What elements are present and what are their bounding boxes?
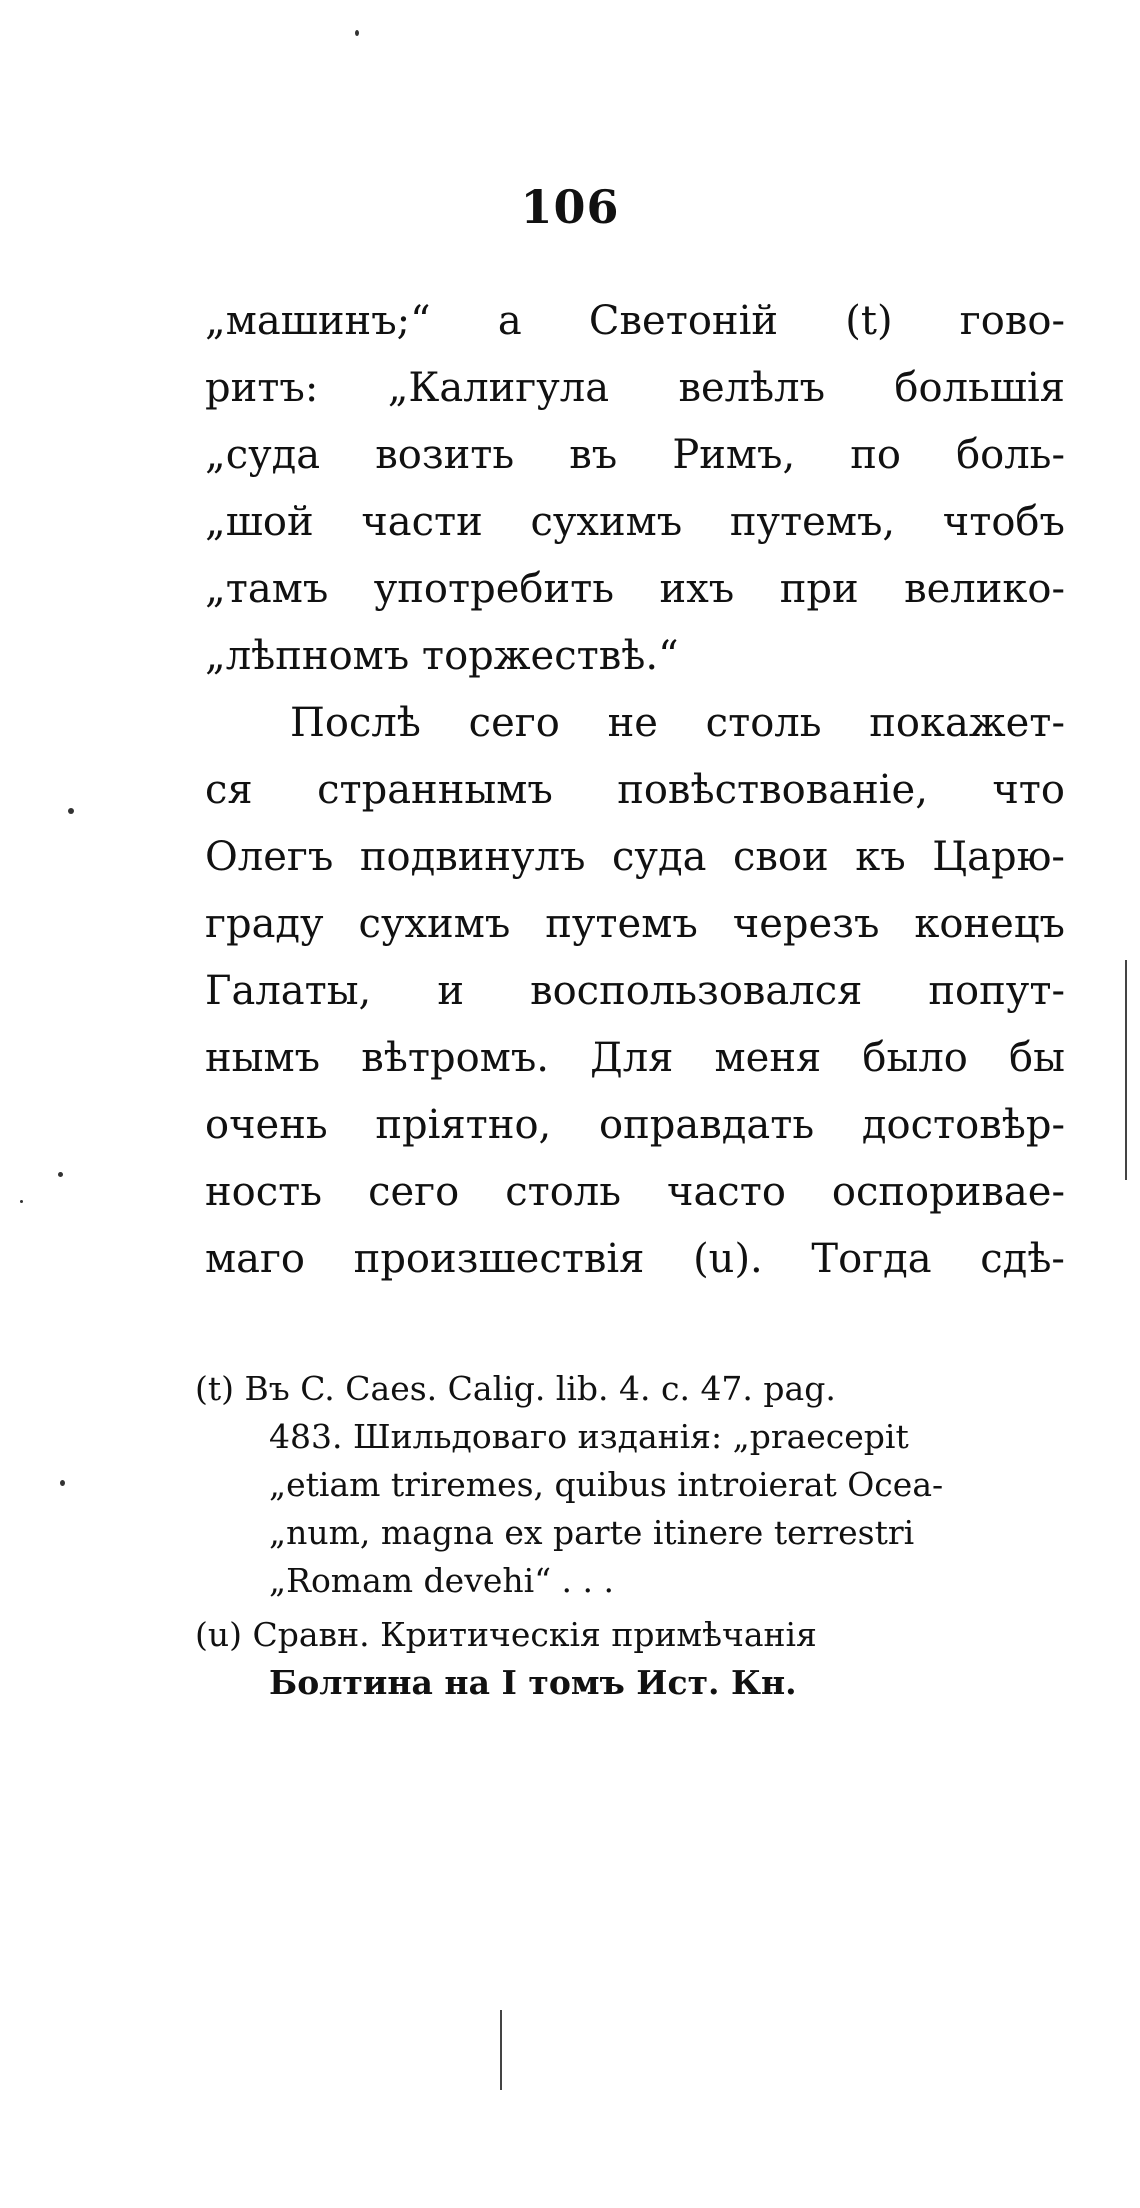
word: ритъ: [205,365,319,411]
word: попут- [928,968,1065,1014]
word: пріятно, [375,1102,552,1148]
word: „машинъ;“ [205,298,431,344]
text-line [205,489,1065,556]
word: Тогда [811,1236,932,1282]
word: чтобъ [942,499,1065,545]
word: (u). [693,1236,763,1282]
word: нымъ [205,1035,321,1081]
footnote-u-line: (u) Сравн. Критическія примѣчанія [195,1615,817,1654]
word: сухимъ [530,499,683,545]
word: ихъ [659,566,735,612]
word: возить [375,432,515,478]
text-line [205,891,1065,958]
word: „шой [205,499,314,545]
word: что [992,767,1065,813]
word: черезъ [732,901,880,947]
text-line [205,288,1065,355]
text-line [205,422,1065,489]
scan-mark [500,2010,502,2090]
word: велѣлъ [678,365,826,411]
word: подвинулъ [359,834,586,880]
word: покажет- [869,700,1065,746]
text-line [205,1226,1065,1293]
word: „тамъ [205,566,329,612]
word: Галаты, [205,968,372,1014]
word: ность [205,1169,323,1215]
word: употребить [373,566,615,612]
word: вѣтромъ. [361,1035,549,1081]
word: ся [205,767,253,813]
scan-mark [1125,960,1127,1180]
word: къ [855,834,906,880]
word: граду [205,901,324,947]
text-line [205,1025,1065,1092]
word: Светоній [588,298,779,344]
page-number: 106 [520,180,620,234]
footnote-t-line: „Romam devehi“ . . . [269,1561,615,1600]
scan-speck [58,1172,63,1177]
text-line [205,1159,1065,1226]
word: Римъ, [672,432,796,478]
word: большія [894,365,1065,411]
word: суда [612,834,707,880]
word: оправдать [599,1102,815,1148]
footnote-t-line: „etiam triremes, quibus introierat Ocea- [269,1465,944,1504]
word: путемъ [545,901,698,947]
word: Олегъ [205,834,334,880]
word: часто [667,1169,786,1215]
word: воспользовался [530,968,863,1014]
word: очень [205,1102,328,1148]
text-line [205,690,1065,757]
word: путемъ, [729,499,896,545]
footnote-u-line: Болтина на I томъ Ист. Кн. [269,1663,797,1702]
word: столь [705,700,822,746]
word: гово- [959,298,1065,344]
word: Для [590,1035,674,1081]
word: „суда [205,432,321,478]
word: сухимъ [358,901,511,947]
text-line [205,556,1065,623]
text-line: „лѣпномъ торжествѣ.“ [205,633,679,679]
word: велико- [904,566,1065,612]
main-text [205,288,1065,1293]
word: конецъ [914,901,1065,947]
word: а [497,298,522,344]
text-line [205,958,1065,1025]
word: части [361,499,483,545]
word: Послѣ [290,700,421,746]
scan-speck [68,808,74,814]
word: было [862,1035,968,1081]
scan-speck [20,1200,23,1203]
word: сдѣ- [980,1236,1065,1282]
scan-speck [60,1480,65,1486]
footnote-t-line: 483. Шильдоваго изданія: „praecepit [269,1417,909,1456]
word: сего [368,1169,460,1215]
scan-speck [355,30,359,36]
word: бы [1009,1035,1065,1081]
word: маго [205,1236,305,1282]
footnote-t-line: (t) Въ C. Caes. Calig. lib. 4. c. 47. pag. [195,1369,836,1408]
word: „Калигула [387,365,610,411]
word: Царю- [932,834,1065,880]
footnote-t-line: „num, magna ex parte itinere terrestri [269,1513,915,1552]
word: оспориваe- [831,1169,1065,1215]
text-line [205,1092,1065,1159]
word: свои [733,834,829,880]
word: въ [569,432,618,478]
word: по [850,432,902,478]
word: столь [505,1169,621,1215]
word: (t) [845,298,893,344]
word: не [607,700,658,746]
word: боль- [956,432,1065,478]
text-line [205,355,1065,422]
word: достовѣр- [861,1102,1065,1148]
footnotes [195,1365,1075,1707]
text-line [205,757,1065,824]
word: повѣствованіе, [617,767,928,813]
word: меня [714,1035,822,1081]
word: страннымъ [317,767,553,813]
word: и [437,968,465,1014]
word: сего [468,700,560,746]
text-line [205,824,1065,891]
word: произшествія [353,1236,645,1282]
word: при [779,566,859,612]
